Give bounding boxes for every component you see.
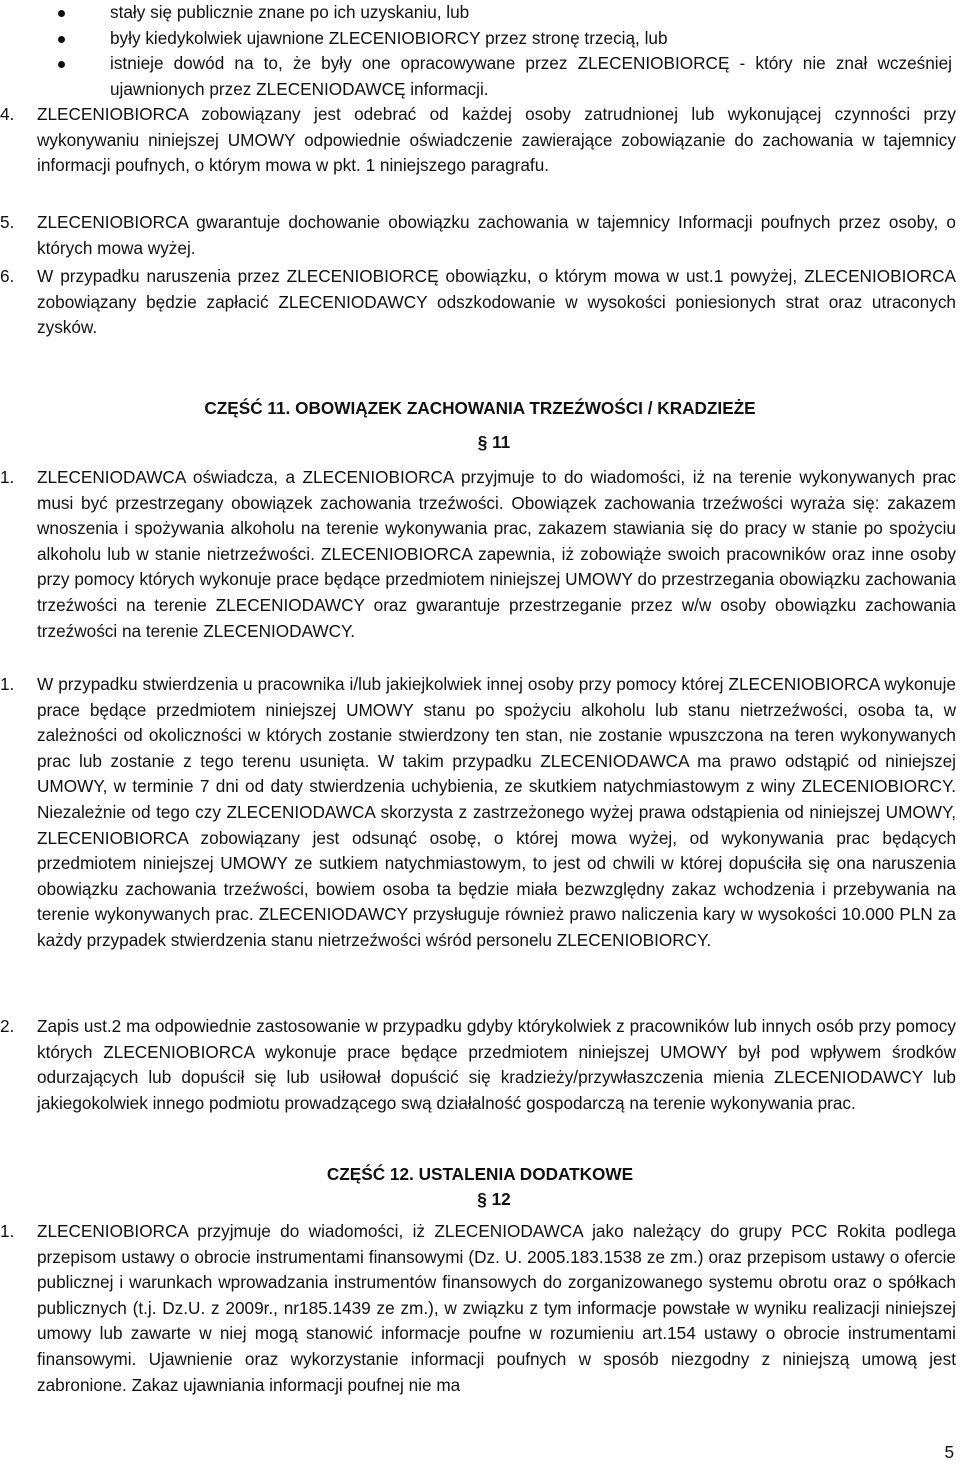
list-item (0, 672, 960, 954)
item-text: ZLECENIOBIORCA zobowiązany jest odebrać od każdej osoby zatrudnionej lub wykonującej czynności przy wykonywaniu niniejszej UMOWY odpowiednie oświadczenie zawierające zobowiązanie do zachowania w tajemnicy informacji poufnych, o którym mowa w pkt. 1 niniejszego paragrafu. (37, 104, 956, 176)
list-item (0, 465, 960, 644)
section-heading-part-12: CZĘŚĆ 12. USTALENIA DODATKOWE (326, 1164, 634, 1184)
list-item (0, 1014, 960, 1116)
bullet-item (0, 26, 960, 52)
list-item (0, 264, 960, 341)
item-text: W przypadku naruszenia przez ZLECENIOBIORCĘ obowiązku, o którym mowa w ust.1 powyżej, ZLECENIOBIORCA zobowiązany będzie zapłacić ZLECENIODAWCY odszkodowanie w wysokości poniesionych strat oraz utraconych zysków. (37, 266, 956, 338)
item-number: 1. (0, 1221, 15, 1241)
bullet-list (0, 0, 960, 102)
bullet-dot-icon (58, 10, 65, 17)
bullet-text: stały się publicznie znane po ich uzyskaniu, lub (110, 2, 470, 22)
bullet-text: były kiedykolwiek ujawnione ZLECENIOBIORCY przez stronę trzecią, lub (110, 27, 668, 48)
bullet-dot-icon (58, 61, 65, 68)
section-number-11: § 11 (477, 432, 511, 452)
item-text: ZLECENIODAWCA oświadcza, a ZLECENIOBIORCA przyjmuje to do wiadomości, iż na terenie wykonywanych prac musi być przestrzegany obowiązek zachowania trzeźwości. Obowiązek zachowania trzeźwości wyraża się: zakazem wnoszenia i spożywania alkoholu na terenie wykonywania prac, zakazem stawiania się do pracy w stanie po spożyciu alkoholu lub w stanie nietrzeźwości. ZLECENIOBIORCA zapewnia, iż zobowiąże swoich pracowników oraz inne osoby przy pomocy których wykonuje prace będące przedmiotem niniejszej UMOWY do przestrzegania obowiązku zachowania trzeźwości na terenie ZLECENIODAWCY oraz gwarantuje przestrzeganie przez w/w osoby obowiązku zachowania trzeźwości na terenie ZLECENIODAWCY. (37, 467, 956, 641)
item-text: ZLECENIOBIORCA przyjmuje do wiadomości, iż ZLECENIODAWCA jako należący do grupy PCC Rokita podlega przepisom ustawy o obrocie instrumentami finansowymi (Dz. U. 2005.183.1538 ze zm.) oraz przepisom ustawy o ofercie publicznej i warunkach wprowadzania instrumentów finansowych do zorganizowanego systemu obrotu oraz o spółkach publicznych (t.j. Dz.U. z 2009r., nr185.1439 ze zm.), w związku z tym informacje powstałe w wyniku realizacji niniejszej umowy lub zawarte w niej mogą stanowić informacje poufne w rozumieniu art.154 ustawy o obrocie instrumentami finansowymi. Ujawnienie oraz wykorzystanie informacji poufnych w sposób niezgodny z niniejszą umową jest zabronione. Zakaz ujawniania informacji poufnej nie ma (37, 1221, 956, 1395)
list-item (0, 102, 960, 179)
bullet-item (0, 0, 960, 26)
section-heading-part-11: CZĘŚĆ 11. OBOWIĄZEK ZACHOWANIA TRZEŹWOŚCI / KRADZIEŻE (204, 398, 756, 418)
section-number-12: § 12 (477, 1189, 511, 1209)
item-text: W przypadku stwierdzenia u pracownika i/lub jakiejkolwiek innej osoby przy pomocy której ZLECENIOBIORCA wykonuje prace będące przedmiotem niniejszej UMOWY stanu po spożyciu alkoholu lub stanu nietrzeźwości, osoba ta, w zależności od okoliczności w których zostanie stwierdzony ten stan, nie zostanie wpuszczona na teren wykonywanych prac lub zostanie z tego terenu usunięta. W takim przypadku ZLECENIODAWCA ma prawo odstąpić od niniejszej UMOWY, w terminie 7 dni od daty stwierdzenia uchybienia, ze skutkiem natychmiastowym z winy ZLECENIOBIORCY. Niezależnie od tego czy ZLECENIODAWCA skorzysta z zastrzeżonego wyżej prawa odstąpienia od niniejszej UMOWY, ZLECENIOBIORCA zobowiązany jest odsunąć osobę, o której mowa wyżej, od wykonywania prac będących przedmiotem niniejszej UMOWY ze sutkiem natychmiastowym, to jest od chwili w której dopuściła się ona naruszenia obowiązku zachowania trzeźwości, bowiem osoba ta będzie miała bezwzględny zakaz wchodzenia i przebywania na terenie wykonywanych prac. ZLECENIODAWCY przysługuje również prawo naliczenia kary w wysokości 10.000 PLN za każdy przypadek stwierdzenia stanu nietrzeźwości wśród personelu ZLECENIOBIORCY. (37, 674, 956, 950)
item-number: 1. (0, 674, 15, 694)
page-number: 5 (944, 1442, 954, 1462)
item-number: 5. (0, 212, 15, 232)
bullet-item (0, 51, 960, 102)
item-text: Zapis ust.2 ma odpowiednie zastosowanie w przypadku gdyby którykolwiek z pracowników lub innych osób przy pomocy których ZLECENIOBIORCA wykonuje prace będące przedmiotem niniejszej UMOWY był pod wpływem środków odurzających lub dopuścił się lub usiłował dopuścić się kradzieży/przywłaszczenia mienia ZLECENIODAWCY lub jakiegokolwiek innego podmiotu prowadzącego swą działalność gospodarczą na terenie wykonywania prac. (37, 1016, 956, 1113)
item-number: 6. (0, 266, 15, 286)
item-text: ZLECENIOBIORCA gwarantuje dochowanie obowiązku zachowania w tajemnicy Informacji poufnych przez osoby, o których mowa wyżej. (37, 212, 956, 258)
bullet-dot-icon (58, 36, 65, 43)
list-item (0, 1219, 960, 1398)
list-item (0, 210, 960, 261)
item-number: 2. (0, 1016, 15, 1036)
bullet-text: istnieje dowód na to, że były one opracowywane przez ZLECENIOBIORCĘ - który nie znał wcześniej ujawnionych przez ZLECENIODAWCĘ informacji. (110, 53, 952, 99)
item-number: 1. (0, 467, 15, 487)
item-number: 4. (0, 104, 15, 124)
